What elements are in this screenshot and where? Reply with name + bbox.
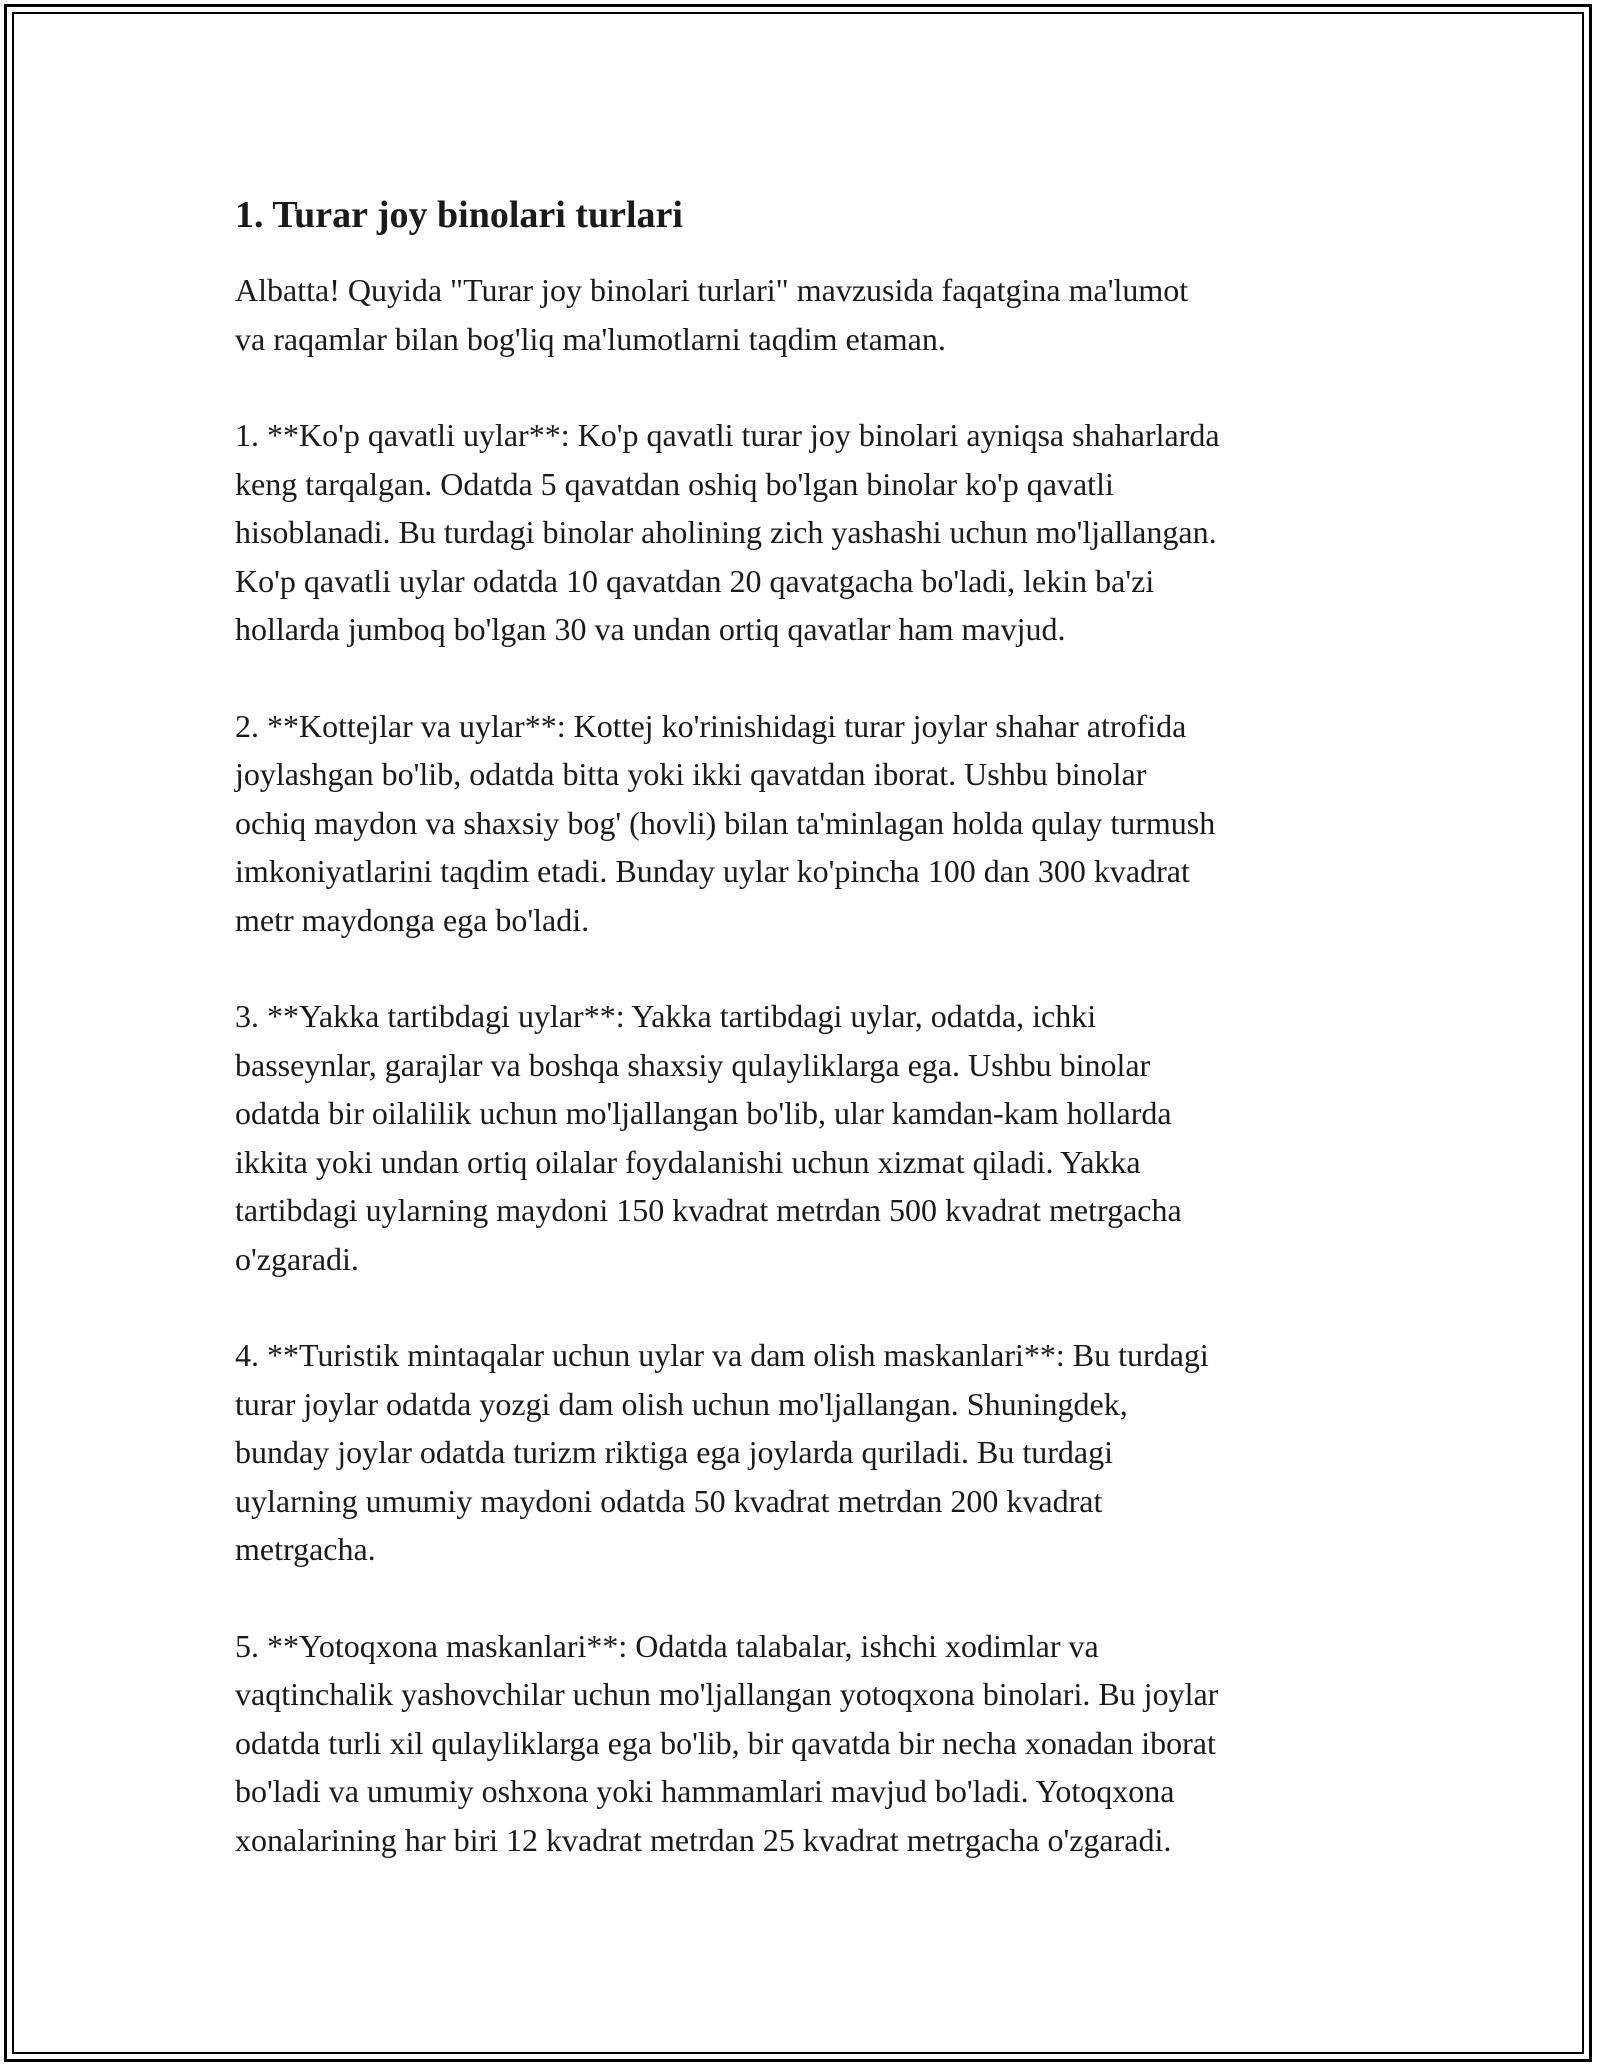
paragraph-multi-storey-houses: 1. **Ko'p qavatli uylar**: Ko'p qavatli turar joy binolari ayniqsa shaharlarda keng tarqalgan. Odatda 5 qavatdan oshiq bo'lgan binolar ko'p qavatli hisoblanadi. Bu turdagi binolar aholining zich yashashi uchun mo'ljallangan. Ko'p qavatli uylar odatda 10 qavatdan 20 qavatgacha bo'ladi, lekin ba'zi hollarda jumboq bo'lgan 30 va undan ortiq qavatlar ham mavjud. <box>235 417 1220 647</box>
paragraph-tourist-houses: 4. **Turistik mintaqalar uchun uylar va dam olish maskanlari**: Bu turdagi turar joylar odatda yozgi dam olish uchun mo'ljallangan. Shuningdek, bunday joylar odatda turizm riktiga ega joylarda quriladi. Bu turdagi uylarning umumiy maydoni odatda 50 kvadrat metrdan 200 kvadrat metrgacha. <box>235 1337 1209 1567</box>
intro-paragraph: Albatta! Quyida "Turar joy binolari turlari" mavzusida faqatgina ma'lumot va raqamlar bilan bog'liq ma'lumotlarni taqdim etaman. <box>235 272 1189 357</box>
document-title: 1. Turar joy binolari turlari <box>235 194 683 236</box>
document-body <box>235 188 1375 1864</box>
paragraph-cottages: 2. **Kottejlar va uylar**: Kottej ko'rinishidagi turar joylar shahar atrofida joylashgan bo'lib, odatda bitta yoki ikki qavatdan iborat. Ushbu binolar ochiq maydon va shaxsiy bog' (hovli) bilan ta'minlagan holda qulay turmush imkoniyatlarini taqdim etadi. Bunday uylar ko'pincha 100 dan 300 kvadrat metr maydonga ega bo'ladi. <box>235 707 1216 938</box>
paragraph-detached-houses: 3. **Yakka tartibdagi uylar**: Yakka tartibdagi uylar, odatda, ichki basseynlar, garajlar va boshqa shaxsiy qulayliklarga ega. Ushbu binolar odatda bir oilalilik uchun mo'ljallangan bo'lib, ular kamdan-kam hollarda ikkita yoki undan ortiq oilalar foydalanishi uchun xizmat qiladi. Yakka tartibdagi uylarning maydoni 150 kvadrat metrdan 500 kvadrat metrgacha o'zgaradi. <box>235 998 1182 1277</box>
paragraph-dormitories: 5. **Yotoqxona maskanlari**: Odatda talabalar, ishchi xodimlar va vaqtinchalik yashovchilar uchun mo'ljallangan yotoqxona binolari. Bu joylar odatda turli xil qulayliklarga ega bo'lib, bir qavatda bir necha xonadan iborat bo'ladi va umumiy oshxona yoki hammamlari mavjud bo'ladi. Yotoqxona xonalarining har biri 12 kvadrat metrdan 25 kvadrat metrgacha o'zgaradi. <box>235 1627 1219 1858</box>
